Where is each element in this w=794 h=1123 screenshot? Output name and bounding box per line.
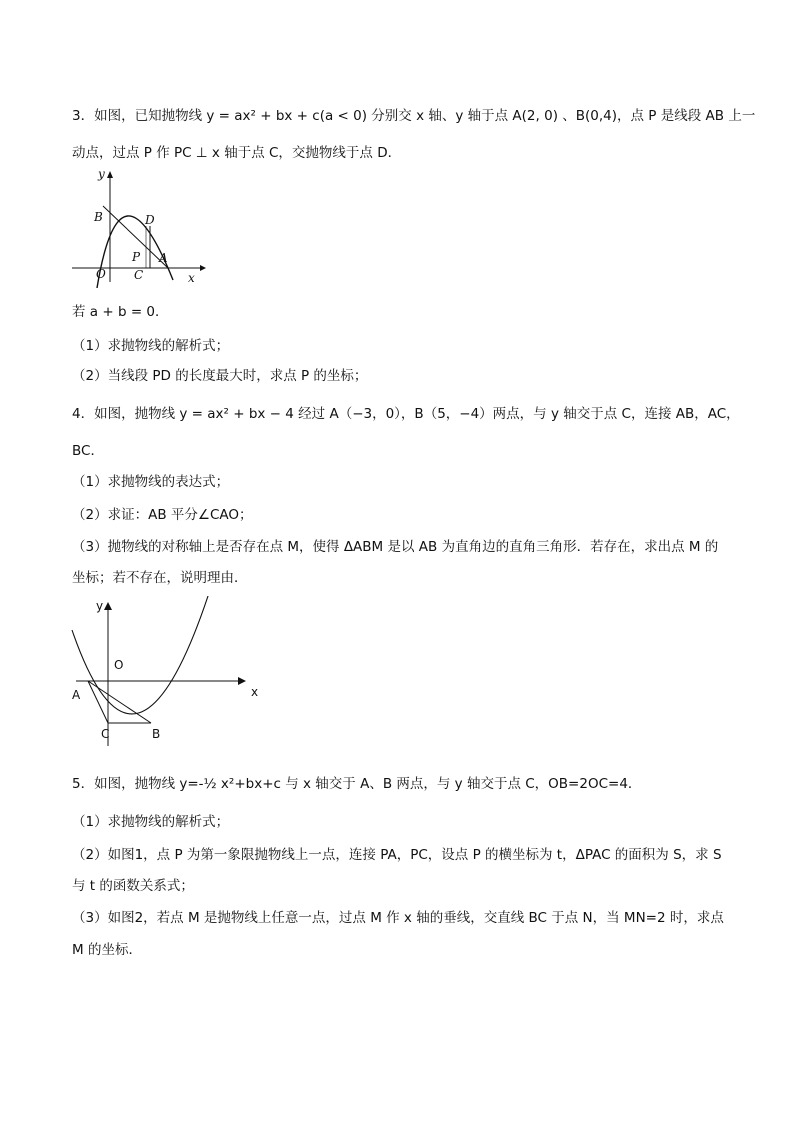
p3-label-c: C [134, 268, 144, 282]
p3-label-x: x [188, 271, 195, 285]
p5-line-3: （2）如图1，点 P 为第一象限抛物线上一点，连接 PA，PC，设点 P 的横坐标为 t，ΔPAC 的面积为 S，求 S [72, 847, 722, 863]
p4-line-2: BC． [72, 443, 104, 459]
p4-label-a: A [72, 688, 81, 702]
p4-label-b: B [152, 727, 161, 741]
p3-label-o: O [96, 267, 106, 281]
p3-label-a: A [159, 251, 168, 265]
p3-label-p: P [132, 250, 141, 264]
p5-line-1: 5．如图，抛物线 y=-½ x²+bx+c 与 x 轴交于 A、B 两点，与 y 轴交于点 C，OB=2OC=4． [72, 776, 642, 792]
p4-label-o: O [114, 658, 124, 672]
p3-line-2: 动点，过点 P 作 PC ⊥ x 轴于点 C，交抛物线于点 D． [72, 145, 402, 161]
p3-label-y: y [98, 168, 105, 181]
p3-label-b: B [94, 210, 103, 224]
p5-line-4: 与 t 的函数关系式； [72, 878, 194, 894]
p3-label-d: D [145, 213, 155, 227]
p5-line-2: （1）求抛物线的解析式； [72, 814, 230, 830]
p4-line-4: （2）求证：AB 平分∠CAO； [72, 507, 253, 523]
p3-figure [70, 168, 210, 288]
p4-line-3: （1）求抛物线的表达式； [72, 474, 230, 490]
p3-line-3: 若 a + b = 0． [72, 304, 169, 320]
p5-line-6: M 的坐标． [72, 942, 142, 958]
p4-label-y: y [96, 599, 104, 613]
p4-figure [66, 596, 266, 751]
p4-parabola [72, 596, 210, 714]
p3-line-4: （1）求抛物线的解析式； [72, 338, 230, 354]
p4-line-1: 4．如图，抛物线 y = ax² + bx − 4 经过 A（−3，0），B（5，−4）两点，与 y 轴交于点 C，连接 AB，AC， [72, 406, 740, 422]
p3-line-5: （2）当线段 PD 的长度最大时，求点 P 的坐标； [72, 368, 368, 384]
p5-line-5: （3）如图2，若点 M 是抛物线上任意一点，过点 M 作 x 轴的垂线，交直线 BC 于点 N，当 MN=2 时，求点 [72, 910, 724, 926]
p4-label-c: C [101, 727, 110, 741]
p4-line-5: （3）抛物线的对称轴上是否存在点 M，使得 ΔABM 是以 AB 为直角边的直角三角形．若存在，求出点 M 的 [72, 539, 719, 555]
p3-line-1: 3．如图，已知抛物线 y = ax² + bx + c(a < 0) 分别交 x 轴、y 轴于点 A(2, 0) 、B(0,4)，点 P 是线段 AB 上一 [72, 108, 756, 124]
p4-label-x: x [251, 685, 259, 699]
p4-line-6: 坐标；若不存在，说明理由． [72, 570, 248, 586]
